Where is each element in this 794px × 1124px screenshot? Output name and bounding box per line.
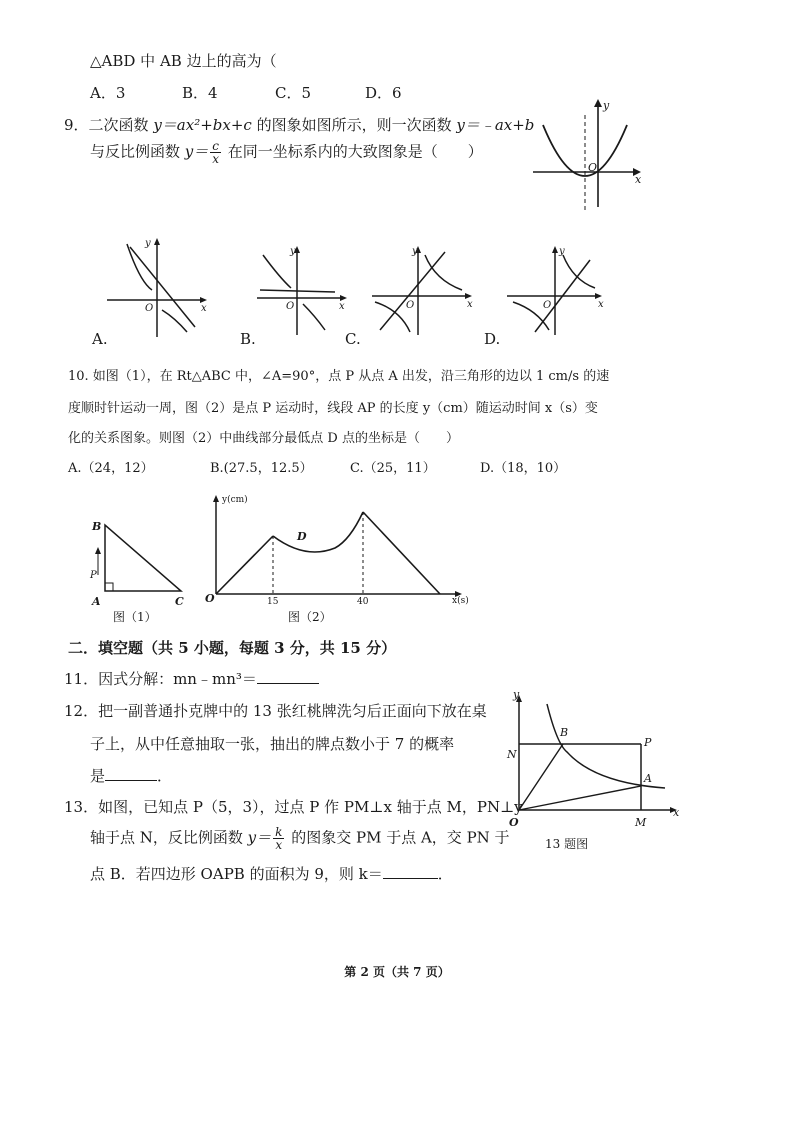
svg-text:D: D bbox=[297, 530, 307, 543]
svg-text:y: y bbox=[513, 688, 520, 701]
section-2-title: 二．填空题（共 5 小题，每题 3 分，共 15 分） bbox=[68, 639, 397, 657]
q9-option-d-label[interactable]: D. bbox=[484, 330, 501, 348]
q9-stem-line1: 9．二次函数 y＝ax²+bx+c 的图象如图所示，则一次函数 y＝﹣ax+b bbox=[64, 116, 535, 134]
q10-stem-line1: 10. 如图（1），在 Rt△ABC 中，∠A=90°，点 P 从点 A 出发，沿三角形的边以 1 cm/s 的速 bbox=[68, 369, 610, 384]
q13-stem-line2: 轴于点 N，反比例函数 y＝ $\frac{k}{x}$ 的图象交 PM 于点 A，交 PN 于 bbox=[90, 825, 510, 852]
svg-text:x(s): x(s) bbox=[452, 596, 469, 606]
q8-option-b[interactable]: B．4 bbox=[182, 84, 218, 102]
svg-text:x: x bbox=[201, 303, 207, 314]
svg-text:O: O bbox=[286, 301, 295, 312]
hyperbola-branch bbox=[425, 255, 462, 290]
q9-stem-line2: 与反比例函数 y＝ $\frac{c}{x}$ 在同一坐标系内的大致图象是（ ） bbox=[90, 139, 483, 166]
svg-text:15: 15 bbox=[267, 597, 279, 607]
svg-text:A: A bbox=[644, 772, 652, 785]
svg-text:B: B bbox=[560, 726, 569, 739]
hyperbola-branch bbox=[303, 304, 325, 330]
svg-text:13 题图: 13 题图 bbox=[545, 837, 589, 851]
q11-answer-blank[interactable] bbox=[257, 683, 319, 684]
svg-text:图（2）: 图（2） bbox=[288, 610, 332, 624]
q9-option-c-graph[interactable] bbox=[370, 240, 480, 335]
q13-answer-blank[interactable] bbox=[383, 878, 438, 879]
q13-fraction: $\frac{k}{x}$ bbox=[275, 825, 283, 852]
q10-stem-line2: 度顺时针运动一周，图（2）是点 P 运动时，线段 AP 的长度 y（cm）随运动时间 x（s）变 bbox=[68, 401, 598, 416]
q10-fig2-graph bbox=[200, 490, 490, 630]
q10-stem-line3: 化的关系图象。则图（2）中曲线部分最低点 D 点的坐标是（ ） bbox=[68, 431, 459, 446]
y-arrow-icon bbox=[552, 246, 558, 253]
svg-text:C: C bbox=[175, 595, 184, 608]
q11-stem: 11．因式分解：mn﹣mn³＝ bbox=[64, 668, 319, 689]
q10-fig1-triangle bbox=[85, 515, 195, 625]
q9-option-c-label[interactable]: C. bbox=[345, 330, 361, 348]
curve-bc bbox=[273, 512, 363, 552]
arrow-up-icon bbox=[95, 547, 101, 554]
q13-stem-line3: 点 B．若四边形 OAPB 的面积为 9，则 k＝ ． bbox=[90, 865, 453, 883]
q9-option-d-graph[interactable] bbox=[505, 240, 610, 335]
right-angle-mark bbox=[105, 583, 113, 591]
hyperbola-branch bbox=[263, 255, 291, 288]
x-label: x bbox=[635, 173, 642, 186]
svg-text:y: y bbox=[145, 238, 151, 249]
q10-option-d[interactable]: D.（18，10） bbox=[480, 461, 567, 476]
svg-text:y(cm): y(cm) bbox=[222, 495, 248, 505]
y-arrow-icon bbox=[594, 99, 602, 107]
q9-option-b-label[interactable]: B. bbox=[240, 330, 256, 348]
svg-text:O: O bbox=[145, 303, 154, 314]
svg-text:x: x bbox=[339, 301, 345, 312]
segment-ca bbox=[363, 512, 440, 594]
origin-label: O bbox=[588, 161, 598, 174]
line-graph bbox=[260, 290, 335, 292]
svg-text:P: P bbox=[90, 570, 97, 581]
q10-option-b[interactable]: B.(27.5，12.5） bbox=[210, 461, 313, 476]
svg-text:x: x bbox=[467, 299, 473, 310]
segment-ab bbox=[216, 536, 273, 594]
q8-option-a[interactable]: A．3 bbox=[90, 84, 126, 102]
q8-option-d[interactable]: D．6 bbox=[365, 84, 402, 102]
q9-option-a-graph[interactable] bbox=[105, 232, 215, 337]
line-graph bbox=[130, 247, 195, 327]
svg-text:y: y bbox=[412, 246, 418, 257]
q12-answer-blank[interactable] bbox=[105, 780, 157, 781]
q12-stem-line1: 12．把一副普通扑克牌中的 13 张红桃牌洗匀后正面向下放在桌 bbox=[64, 702, 487, 720]
q12-stem-line3: 是 ． bbox=[90, 767, 173, 785]
q9-parabola-figure bbox=[525, 95, 655, 215]
y-arrow-icon bbox=[154, 238, 160, 245]
svg-text:M: M bbox=[635, 816, 647, 829]
svg-text:O: O bbox=[205, 592, 215, 605]
q9-option-b-graph[interactable] bbox=[255, 240, 355, 335]
segment-ob bbox=[519, 744, 563, 810]
svg-text:N: N bbox=[507, 748, 517, 761]
hyperbola-branch bbox=[127, 244, 152, 290]
svg-text:图（1）: 图（1） bbox=[113, 610, 157, 624]
line-graph bbox=[380, 252, 445, 330]
q8-option-c[interactable]: C．5 bbox=[275, 84, 312, 102]
svg-text:40: 40 bbox=[357, 597, 369, 607]
q9-fraction: $\frac{c}{x}$ bbox=[212, 139, 220, 166]
q9-option-a-label[interactable]: A. bbox=[92, 330, 108, 348]
q10-option-c[interactable]: C.（25，11） bbox=[350, 461, 436, 476]
svg-text:O: O bbox=[543, 300, 552, 311]
q13-figure bbox=[505, 688, 690, 853]
svg-text:A: A bbox=[92, 595, 101, 608]
page-footer: 第 2 页（共 7 页） bbox=[344, 965, 450, 979]
svg-text:O: O bbox=[406, 300, 415, 311]
svg-text:O: O bbox=[509, 816, 519, 829]
y-label: y bbox=[603, 99, 610, 112]
hyperbola-branch bbox=[563, 255, 595, 288]
segment-oa bbox=[519, 786, 641, 810]
svg-text:y: y bbox=[559, 246, 565, 257]
triangle-abc bbox=[105, 525, 181, 591]
svg-text:x: x bbox=[598, 299, 604, 310]
q8-stem-tail: △ABD 中 AB 边上的高为（ bbox=[90, 52, 277, 70]
svg-text:P: P bbox=[644, 736, 652, 749]
svg-text:y: y bbox=[290, 246, 296, 257]
svg-text:x: x bbox=[673, 806, 680, 819]
svg-text:B: B bbox=[92, 520, 102, 533]
q12-stem-line2: 子上，从中任意抽取一张，抽出的牌点数小于 7 的概率 bbox=[90, 735, 455, 753]
y-arrow-icon bbox=[213, 495, 219, 502]
hyperbola-branch bbox=[375, 302, 410, 332]
q10-option-a[interactable]: A.（24，12） bbox=[68, 461, 154, 476]
q13-stem-line1: 13．如图，已知点 P（5，3），过点 P 作 PM⊥x 轴于点 M，PN⊥y bbox=[64, 798, 523, 816]
